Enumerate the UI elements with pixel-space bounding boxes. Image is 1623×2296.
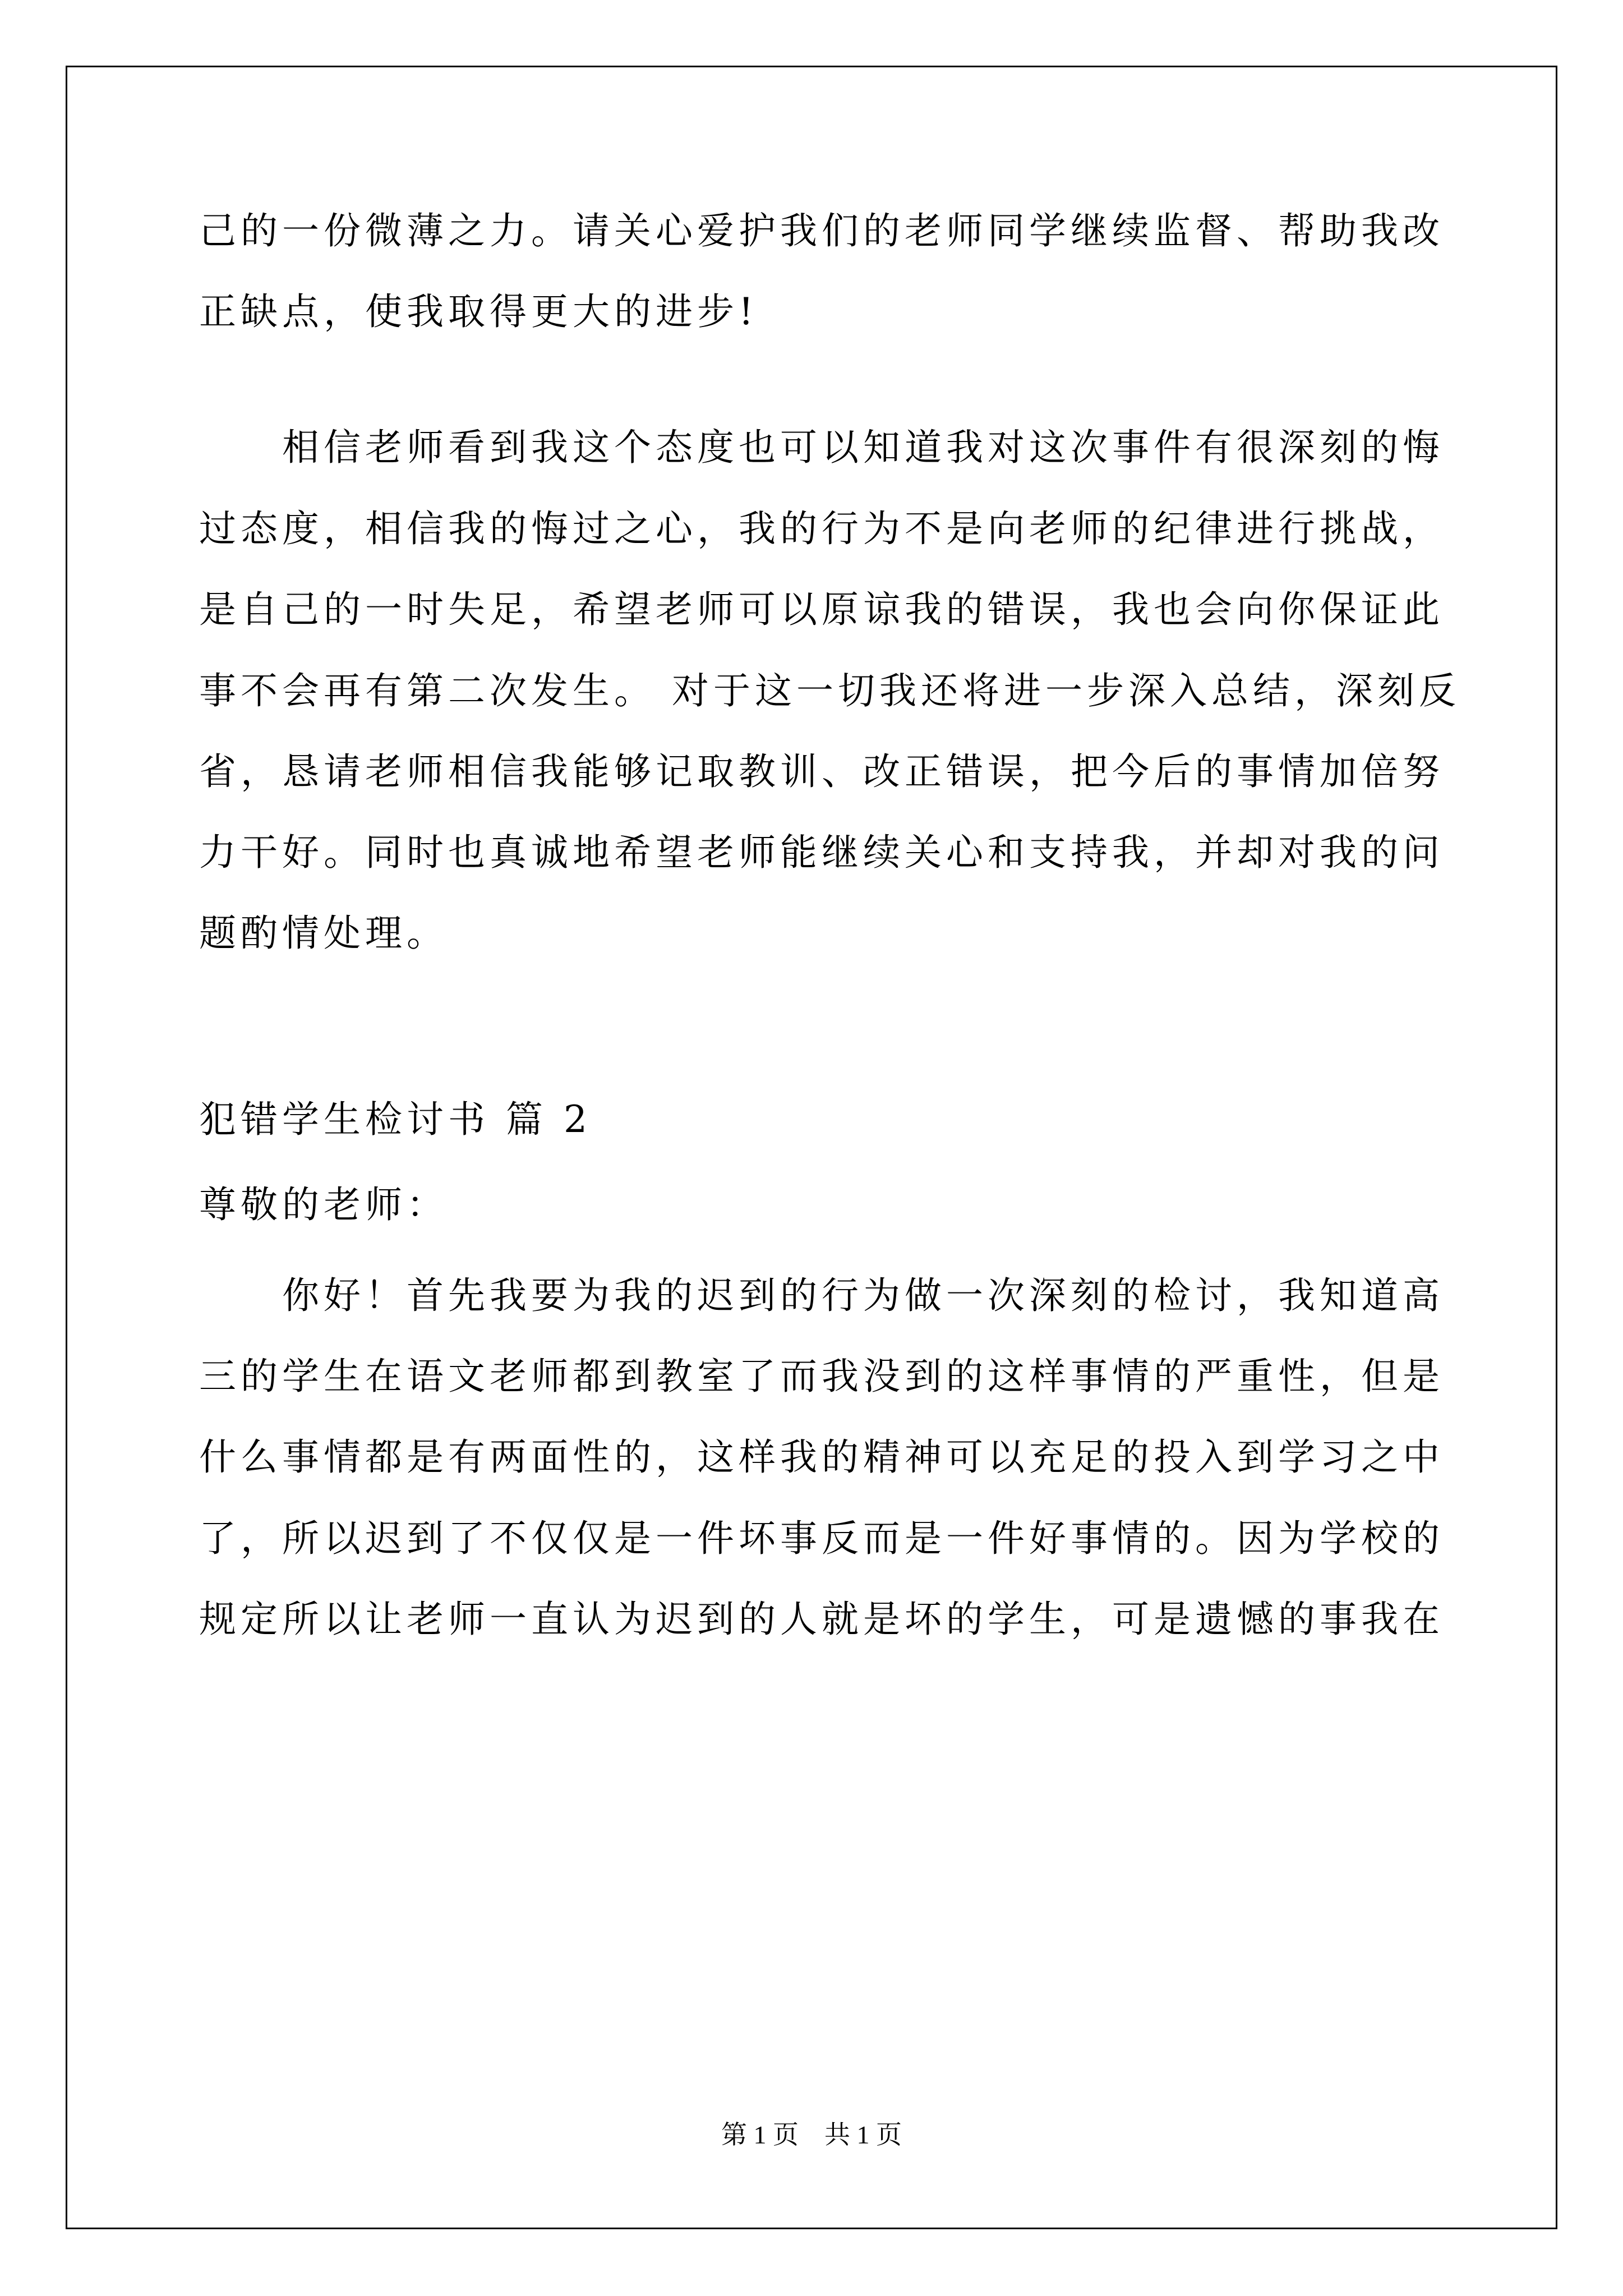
- text-line: 题酌情处理。: [199, 912, 448, 955]
- salutation: 尊敬的老师：: [199, 1183, 448, 1226]
- page-footer: 第 1 页 共 1 页: [721, 2120, 902, 2149]
- text-line: 什么事情都是有两面性的，这样我的精神可以充足的投入到学习之中: [199, 1435, 1444, 1479]
- text-line: 你好！首先我要为我的迟到的行为做一次深刻的检讨，我知道高: [199, 1274, 1444, 1317]
- text-line: 力干好。同时也真诚地希望老师能继续关心和支持我，并却对我的问: [199, 831, 1444, 874]
- page-border: [66, 66, 1557, 2229]
- text-line: 相信老师看到我这个态度也可以知道我对这次事件有很深刻的悔: [199, 426, 1444, 469]
- text-line: 了，所以迟到了不仅仅是一件坏事反而是一件好事情的。因为学校的: [199, 1517, 1444, 1560]
- text-line: 省，恳请老师相信我能够记取教训、改正错误，把今后的事情加倍努: [199, 750, 1444, 793]
- text-line: 三的学生在语文老师都到教室了而我没到的这样事情的严重性，但是: [199, 1355, 1444, 1398]
- text-line: 己的一份微薄之力。请关心爱护我们的老师同学继续监督、帮助我改: [199, 209, 1444, 252]
- text-line: 过态度，相信我的悔过之心，我的行为不是向老师的纪律进行挑战，: [199, 507, 1444, 550]
- text-line: 正缺点，使我取得更大的进步!: [199, 290, 758, 333]
- text-line: 是自己的一时失足，希望老师可以原谅我的错误，我也会向你保证此: [199, 588, 1444, 631]
- section-heading: 犯错学生检讨书 篇 2: [199, 1098, 592, 1141]
- text-line: 规定所以让老师一直认为迟到的人就是坏的学生，可是遗憾的事我在: [199, 1598, 1444, 1641]
- text-line: 事不会再有第二次发生。 对于这一切我还将进一步深入总结，深刻反: [199, 669, 1460, 712]
